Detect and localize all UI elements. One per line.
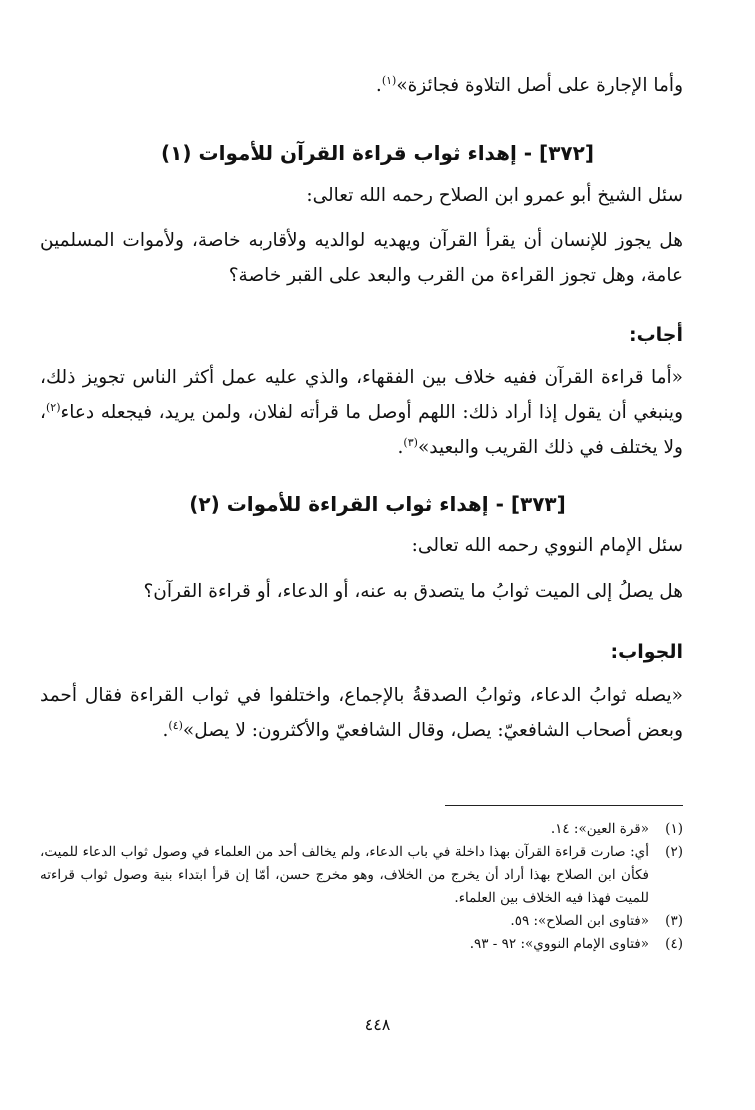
footnote-text: «قرة العين»: ١٤. [550, 821, 649, 837]
footnote-ref-1[interactable]: (١) [381, 73, 397, 87]
section-373-answer-end: . [162, 720, 169, 741]
footnote-ref-2[interactable]: (٢) [45, 400, 61, 414]
footnote-ref-3[interactable]: (٣) [403, 435, 418, 449]
footnote-ref-4[interactable]: (٤) [168, 718, 183, 732]
section-373-question: هل يصلُ إلى الميت ثوابُ ما يتصدق به عنه، أو الدعاء، أو قراءة القرآن؟ [143, 581, 683, 602]
footnote-number: (٤) [665, 936, 683, 952]
footnote-text: «فتاوى الإمام النووي»: ٩٢ - ٩٣. [469, 936, 649, 952]
section-373-answer [40, 678, 683, 748]
section-373-intro: سئل الإمام النووي رحمه الله تعالى: [411, 535, 683, 556]
continuation-text: وأما الإجارة على أصل التلاوة فجائزة» [396, 75, 683, 96]
footnotes [40, 818, 683, 956]
section-372-question: هل يجوز للإنسان أن يقرأ القرآن ويهديه لوالديه ولأقاربه خاصة، ولأموات المسلمين عامة، وهل تجوز القراءة من القرب والبعد على القبر خاصة؟ [40, 230, 683, 286]
section-372-intro: سئل الشيخ أبو عمرو ابن الصلاح رحمه الله تعالى: [306, 185, 683, 206]
section-372-answer-text-1: «أما قراءة القرآن ففيه خلاف بين الفقهاء، والذي عليه عمل أكثر الناس تجويز ذلك، وينبغي أن يقول إذا أراد ذلك: اللهم أوصل ما قرأته لفلان، ولمن يريد، فيجعله دعاء [40, 367, 683, 423]
page-number: ٤٤٨ [364, 1015, 391, 1034]
footnote-text: «فتاوى ابن الصلاح»: ٥٩. [510, 913, 649, 929]
section-373-heading: [٣٧٣] - إهداء ثواب القراءة للأموات (٢) [189, 492, 566, 516]
footnote-number: (٢) [665, 844, 683, 860]
section-372-answer-label: أجاب: [628, 324, 683, 346]
section-372-answer-end: . [397, 437, 404, 458]
footnote-3 [40, 910, 683, 933]
section-372-answer [40, 360, 683, 465]
footnote-number: (٣) [665, 913, 683, 929]
section-372-heading: [٣٧٢] - إهداء ثواب قراءة القرآن للأموات (١) [161, 141, 594, 165]
section-373-answer-text: «يصله ثوابُ الدعاء، وثوابُ الصدقةُ بالإجماع، واختلفوا في ثواب القراءة فقال أحمد وبعض أصحاب الشافعيّ: يصل، وقال الشافعيّ والأكثرون: لا يصل» [40, 685, 683, 741]
footnote-1 [40, 818, 683, 841]
section-372-answer-text-2: ، ولا يختلف في ذلك القريب والبعيد» [40, 402, 683, 458]
footnote-text: أي: صارت قراءة القرآن بهذا داخلة في باب الدعاء، ولم يخالف أحد من العلماء في وصول ثواب الدعاء للميت، فكأن ابن الصلاح بهذا أراد أن يخرج من الخلاف، وهو مخرج حسن، أمّا إن قرأ ابتداء بنية وصول ثواب قراءته للميت فهذا فيه الخلاف بين العلماء. [40, 844, 649, 906]
footnote-separator [445, 805, 683, 806]
continuation-end: . [375, 75, 382, 96]
section-373-answer-label: الجواب: [610, 641, 683, 663]
footnote-number: (١) [665, 821, 683, 837]
footnote-2 [40, 841, 683, 910]
footnote-4 [40, 933, 683, 956]
continuation-paragraph [40, 68, 683, 103]
